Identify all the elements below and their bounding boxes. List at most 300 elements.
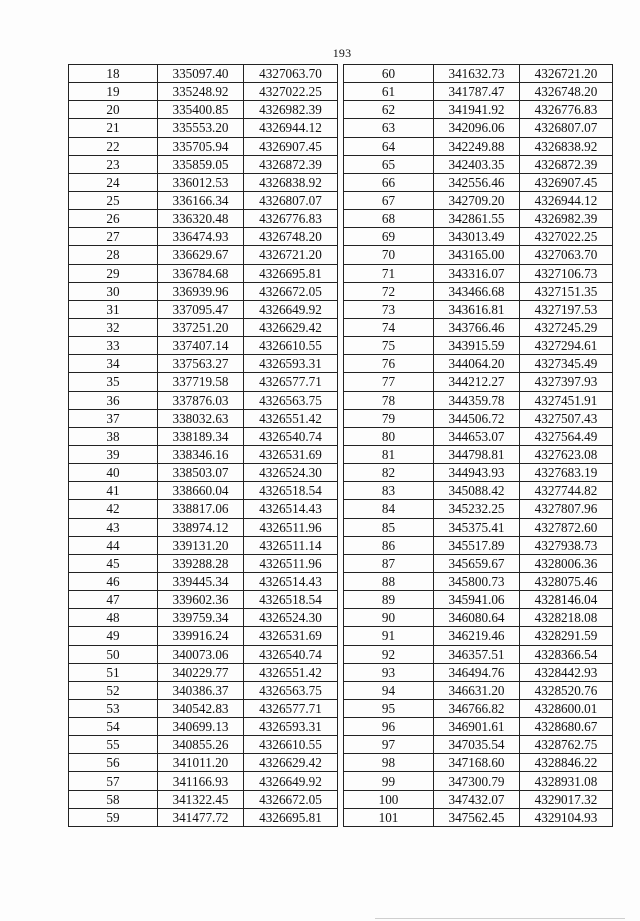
x-coordinate-cell: 336320.48	[158, 210, 244, 228]
x-coordinate-cell: 346901.61	[434, 718, 520, 736]
y-coordinate-cell: 4326593.31	[244, 718, 338, 736]
table-row	[69, 246, 338, 264]
x-coordinate-cell: 346080.64	[434, 609, 520, 627]
y-coordinate-cell: 4328006.36	[520, 554, 613, 572]
x-coordinate-cell: 343766.46	[434, 318, 520, 336]
table-row	[344, 373, 613, 391]
x-coordinate-cell: 335400.85	[158, 101, 244, 119]
table-row	[69, 627, 338, 645]
y-coordinate-cell: 4326907.45	[520, 173, 613, 191]
table-row	[344, 83, 613, 101]
table-row	[344, 500, 613, 518]
table-row	[69, 445, 338, 463]
point-number-cell: 95	[344, 699, 434, 717]
y-coordinate-cell: 4326807.07	[520, 119, 613, 137]
x-coordinate-cell: 346631.20	[434, 681, 520, 699]
table-row	[69, 391, 338, 409]
table-row	[344, 300, 613, 318]
x-coordinate-cell: 339288.28	[158, 554, 244, 572]
x-coordinate-cell: 344506.72	[434, 409, 520, 427]
y-coordinate-cell: 4326807.07	[244, 191, 338, 209]
point-number-cell: 24	[69, 173, 158, 191]
x-coordinate-cell: 347035.54	[434, 736, 520, 754]
y-coordinate-cell: 4326524.30	[244, 464, 338, 482]
table-row	[69, 210, 338, 228]
x-coordinate-cell: 346494.76	[434, 663, 520, 681]
x-coordinate-cell: 344359.78	[434, 391, 520, 409]
table-row	[69, 609, 338, 627]
table-row	[69, 373, 338, 391]
y-coordinate-cell: 4326593.31	[244, 355, 338, 373]
y-coordinate-cell: 4328218.08	[520, 609, 613, 627]
point-number-cell: 93	[344, 663, 434, 681]
y-coordinate-cell: 4328075.46	[520, 572, 613, 590]
x-coordinate-cell: 340699.13	[158, 718, 244, 736]
x-coordinate-cell: 338817.06	[158, 500, 244, 518]
point-number-cell: 67	[344, 191, 434, 209]
x-coordinate-cell: 338032.63	[158, 409, 244, 427]
y-coordinate-cell: 4326551.42	[244, 409, 338, 427]
point-number-cell: 32	[69, 318, 158, 336]
point-number-cell: 44	[69, 536, 158, 554]
point-number-cell: 87	[344, 554, 434, 572]
x-coordinate-cell: 337876.03	[158, 391, 244, 409]
table-row	[344, 355, 613, 373]
x-coordinate-cell: 340855.26	[158, 736, 244, 754]
table-row	[344, 119, 613, 137]
x-coordinate-cell: 336784.68	[158, 264, 244, 282]
point-number-cell: 56	[69, 754, 158, 772]
table-row	[344, 282, 613, 300]
table-row	[69, 101, 338, 119]
table-row	[69, 482, 338, 500]
point-number-cell: 71	[344, 264, 434, 282]
x-coordinate-cell: 347300.79	[434, 772, 520, 790]
x-coordinate-cell: 339602.36	[158, 591, 244, 609]
point-number-cell: 43	[69, 518, 158, 536]
table-row	[344, 246, 613, 264]
table-row	[344, 663, 613, 681]
y-coordinate-cell: 4327872.60	[520, 518, 613, 536]
point-number-cell: 60	[344, 65, 434, 83]
table-row	[344, 754, 613, 772]
point-number-cell: 23	[69, 155, 158, 173]
point-number-cell: 21	[69, 119, 158, 137]
y-coordinate-cell: 4326629.42	[244, 318, 338, 336]
point-number-cell: 57	[69, 772, 158, 790]
x-coordinate-cell: 343466.68	[434, 282, 520, 300]
point-number-cell: 75	[344, 337, 434, 355]
y-coordinate-cell: 4326982.39	[520, 210, 613, 228]
point-number-cell: 63	[344, 119, 434, 137]
point-number-cell: 22	[69, 137, 158, 155]
x-coordinate-cell: 345517.89	[434, 536, 520, 554]
x-coordinate-cell: 341632.73	[434, 65, 520, 83]
table-row	[69, 500, 338, 518]
point-number-cell: 46	[69, 572, 158, 590]
point-number-cell: 78	[344, 391, 434, 409]
table-row	[344, 482, 613, 500]
point-number-cell: 38	[69, 427, 158, 445]
y-coordinate-cell: 4327106.73	[520, 264, 613, 282]
y-coordinate-cell: 4327451.91	[520, 391, 613, 409]
x-coordinate-cell: 341166.93	[158, 772, 244, 790]
table-row	[69, 772, 338, 790]
y-coordinate-cell: 4326872.39	[520, 155, 613, 173]
y-coordinate-cell: 4326511.96	[244, 554, 338, 572]
x-coordinate-cell: 339445.34	[158, 572, 244, 590]
x-coordinate-cell: 345088.42	[434, 482, 520, 500]
y-coordinate-cell: 4326531.69	[244, 627, 338, 645]
y-coordinate-cell: 4326838.92	[244, 173, 338, 191]
point-number-cell: 68	[344, 210, 434, 228]
y-coordinate-cell: 4326540.74	[244, 645, 338, 663]
point-number-cell: 59	[69, 808, 158, 826]
table-row	[344, 337, 613, 355]
x-coordinate-cell: 337719.58	[158, 373, 244, 391]
point-number-cell: 99	[344, 772, 434, 790]
point-number-cell: 37	[69, 409, 158, 427]
point-number-cell: 65	[344, 155, 434, 173]
table-row	[69, 137, 338, 155]
point-number-cell: 54	[69, 718, 158, 736]
y-coordinate-cell: 4328291.59	[520, 627, 613, 645]
y-coordinate-cell: 4326524.30	[244, 609, 338, 627]
table-row	[344, 409, 613, 427]
table-row	[344, 609, 613, 627]
y-coordinate-cell: 4327397.93	[520, 373, 613, 391]
table-row	[344, 790, 613, 808]
x-coordinate-cell: 346219.46	[434, 627, 520, 645]
x-coordinate-cell: 342861.55	[434, 210, 520, 228]
y-coordinate-cell: 4328846.22	[520, 754, 613, 772]
point-number-cell: 66	[344, 173, 434, 191]
point-number-cell: 84	[344, 500, 434, 518]
table-row	[69, 155, 338, 173]
x-coordinate-cell: 346766.82	[434, 699, 520, 717]
table-row	[69, 536, 338, 554]
table-row	[69, 264, 338, 282]
x-coordinate-cell: 343165.00	[434, 246, 520, 264]
y-coordinate-cell: 4326721.20	[244, 246, 338, 264]
table-row	[344, 808, 613, 826]
y-coordinate-cell: 4326982.39	[244, 101, 338, 119]
y-coordinate-cell: 4326514.43	[244, 572, 338, 590]
x-coordinate-cell: 336012.53	[158, 173, 244, 191]
point-number-cell: 31	[69, 300, 158, 318]
table-row	[344, 391, 613, 409]
y-coordinate-cell: 4326551.42	[244, 663, 338, 681]
y-coordinate-cell: 4326531.69	[244, 445, 338, 463]
table-row	[344, 645, 613, 663]
x-coordinate-cell: 346357.51	[434, 645, 520, 663]
x-coordinate-cell: 345375.41	[434, 518, 520, 536]
x-coordinate-cell: 340542.83	[158, 699, 244, 717]
x-coordinate-cell: 335097.40	[158, 65, 244, 83]
point-number-cell: 83	[344, 482, 434, 500]
point-number-cell: 47	[69, 591, 158, 609]
point-number-cell: 52	[69, 681, 158, 699]
x-coordinate-cell: 338974.12	[158, 518, 244, 536]
point-number-cell: 34	[69, 355, 158, 373]
coordinates-table-left	[68, 64, 338, 827]
x-coordinate-cell: 340073.06	[158, 645, 244, 663]
x-coordinate-cell: 347432.07	[434, 790, 520, 808]
y-coordinate-cell: 4326577.71	[244, 373, 338, 391]
table-row	[344, 173, 613, 191]
y-coordinate-cell: 4326748.20	[244, 228, 338, 246]
y-coordinate-cell: 4326514.43	[244, 500, 338, 518]
point-number-cell: 48	[69, 609, 158, 627]
y-coordinate-cell: 4326518.54	[244, 482, 338, 500]
x-coordinate-cell: 338503.07	[158, 464, 244, 482]
page-edge-line	[375, 918, 625, 919]
y-coordinate-cell: 4327294.61	[520, 337, 613, 355]
y-coordinate-cell: 4326944.12	[520, 191, 613, 209]
y-coordinate-cell: 4326540.74	[244, 427, 338, 445]
point-number-cell: 94	[344, 681, 434, 699]
x-coordinate-cell: 336474.93	[158, 228, 244, 246]
point-number-cell: 25	[69, 191, 158, 209]
point-number-cell: 97	[344, 736, 434, 754]
x-coordinate-cell: 344943.93	[434, 464, 520, 482]
y-coordinate-cell: 4326838.92	[520, 137, 613, 155]
x-coordinate-cell: 342403.35	[434, 155, 520, 173]
table-row	[69, 790, 338, 808]
y-coordinate-cell: 4326944.12	[244, 119, 338, 137]
y-coordinate-cell: 4326518.54	[244, 591, 338, 609]
y-coordinate-cell: 4326672.05	[244, 282, 338, 300]
point-number-cell: 82	[344, 464, 434, 482]
y-coordinate-cell: 4326610.55	[244, 736, 338, 754]
table-row	[69, 554, 338, 572]
point-number-cell: 28	[69, 246, 158, 264]
y-coordinate-cell: 4329104.93	[520, 808, 613, 826]
y-coordinate-cell: 4326511.96	[244, 518, 338, 536]
point-number-cell: 20	[69, 101, 158, 119]
table-row	[344, 137, 613, 155]
table-row	[69, 228, 338, 246]
y-coordinate-cell: 4327623.08	[520, 445, 613, 463]
y-coordinate-cell: 4326672.05	[244, 790, 338, 808]
x-coordinate-cell: 335248.92	[158, 83, 244, 101]
table-row	[69, 300, 338, 318]
table-row	[69, 754, 338, 772]
y-coordinate-cell: 4327197.53	[520, 300, 613, 318]
x-coordinate-cell: 345941.06	[434, 591, 520, 609]
y-coordinate-cell: 4327507.43	[520, 409, 613, 427]
x-coordinate-cell: 336166.34	[158, 191, 244, 209]
y-coordinate-cell: 4328680.67	[520, 718, 613, 736]
table-row	[344, 228, 613, 246]
point-number-cell: 98	[344, 754, 434, 772]
point-number-cell: 88	[344, 572, 434, 590]
table-row	[69, 645, 338, 663]
page-number: 193	[332, 46, 352, 60]
point-number-cell: 92	[344, 645, 434, 663]
point-number-cell: 45	[69, 554, 158, 572]
table-row	[344, 681, 613, 699]
table-row	[344, 464, 613, 482]
table-row	[344, 536, 613, 554]
point-number-cell: 101	[344, 808, 434, 826]
point-number-cell: 61	[344, 83, 434, 101]
x-coordinate-cell: 339131.20	[158, 536, 244, 554]
y-coordinate-cell: 4327345.49	[520, 355, 613, 373]
y-coordinate-cell: 4328762.75	[520, 736, 613, 754]
x-coordinate-cell: 337563.27	[158, 355, 244, 373]
point-number-cell: 81	[344, 445, 434, 463]
y-coordinate-cell: 4326907.45	[244, 137, 338, 155]
table-row	[69, 718, 338, 736]
table-row	[344, 210, 613, 228]
x-coordinate-cell: 341941.92	[434, 101, 520, 119]
x-coordinate-cell: 336629.67	[158, 246, 244, 264]
point-number-cell: 77	[344, 373, 434, 391]
point-number-cell: 64	[344, 137, 434, 155]
point-number-cell: 18	[69, 65, 158, 83]
x-coordinate-cell: 337251.20	[158, 318, 244, 336]
point-number-cell: 49	[69, 627, 158, 645]
table-row	[344, 318, 613, 336]
table-row	[344, 554, 613, 572]
y-coordinate-cell: 4328931.08	[520, 772, 613, 790]
table-row	[69, 681, 338, 699]
point-number-cell: 33	[69, 337, 158, 355]
y-coordinate-cell: 4326649.92	[244, 300, 338, 318]
y-coordinate-cell: 4326563.75	[244, 391, 338, 409]
point-number-cell: 58	[69, 790, 158, 808]
x-coordinate-cell: 339759.34	[158, 609, 244, 627]
y-coordinate-cell: 4326748.20	[520, 83, 613, 101]
x-coordinate-cell: 335553.20	[158, 119, 244, 137]
y-coordinate-cell: 4326872.39	[244, 155, 338, 173]
x-coordinate-cell: 336939.96	[158, 282, 244, 300]
point-number-cell: 40	[69, 464, 158, 482]
x-coordinate-cell: 340386.37	[158, 681, 244, 699]
point-number-cell: 72	[344, 282, 434, 300]
table-row	[69, 572, 338, 590]
point-number-cell: 70	[344, 246, 434, 264]
table-row	[69, 591, 338, 609]
x-coordinate-cell: 338346.16	[158, 445, 244, 463]
table-row	[344, 101, 613, 119]
table-row	[69, 427, 338, 445]
y-coordinate-cell: 4327938.73	[520, 536, 613, 554]
y-coordinate-cell: 4327744.82	[520, 482, 613, 500]
y-coordinate-cell: 4326695.81	[244, 808, 338, 826]
table-row	[69, 337, 338, 355]
y-coordinate-cell: 4326563.75	[244, 681, 338, 699]
x-coordinate-cell: 345659.67	[434, 554, 520, 572]
table-row	[69, 318, 338, 336]
point-number-cell: 100	[344, 790, 434, 808]
x-coordinate-cell: 343915.59	[434, 337, 520, 355]
table-row	[344, 427, 613, 445]
point-number-cell: 42	[69, 500, 158, 518]
point-number-cell: 86	[344, 536, 434, 554]
point-number-cell: 36	[69, 391, 158, 409]
point-number-cell: 76	[344, 355, 434, 373]
point-number-cell: 35	[69, 373, 158, 391]
table-row	[69, 518, 338, 536]
table-row	[69, 65, 338, 83]
y-coordinate-cell: 4326776.83	[244, 210, 338, 228]
table-row	[344, 699, 613, 717]
x-coordinate-cell: 342249.88	[434, 137, 520, 155]
point-number-cell: 39	[69, 445, 158, 463]
y-coordinate-cell: 4326511.14	[244, 536, 338, 554]
y-coordinate-cell: 4327564.49	[520, 427, 613, 445]
x-coordinate-cell: 343616.81	[434, 300, 520, 318]
x-coordinate-cell: 347168.60	[434, 754, 520, 772]
table-row	[344, 772, 613, 790]
y-coordinate-cell: 4326695.81	[244, 264, 338, 282]
point-number-cell: 80	[344, 427, 434, 445]
x-coordinate-cell: 347562.45	[434, 808, 520, 826]
x-coordinate-cell: 335859.05	[158, 155, 244, 173]
point-number-cell: 73	[344, 300, 434, 318]
x-coordinate-cell: 341787.47	[434, 83, 520, 101]
table-row	[69, 409, 338, 427]
x-coordinate-cell: 343316.07	[434, 264, 520, 282]
table-row	[69, 663, 338, 681]
y-coordinate-cell: 4327245.29	[520, 318, 613, 336]
point-number-cell: 30	[69, 282, 158, 300]
point-number-cell: 62	[344, 101, 434, 119]
table-row	[344, 627, 613, 645]
point-number-cell: 96	[344, 718, 434, 736]
point-number-cell: 41	[69, 482, 158, 500]
table-row	[69, 355, 338, 373]
table-row	[344, 518, 613, 536]
x-coordinate-cell: 338189.34	[158, 427, 244, 445]
table-row	[69, 736, 338, 754]
x-coordinate-cell: 345232.25	[434, 500, 520, 518]
table-row	[344, 572, 613, 590]
x-coordinate-cell: 340229.77	[158, 663, 244, 681]
table-row	[344, 264, 613, 282]
y-coordinate-cell: 4329017.32	[520, 790, 613, 808]
coordinates-table-right	[343, 64, 613, 827]
table-row	[69, 173, 338, 191]
y-coordinate-cell: 4328366.54	[520, 645, 613, 663]
point-number-cell: 90	[344, 609, 434, 627]
y-coordinate-cell: 4327063.70	[520, 246, 613, 264]
point-number-cell: 55	[69, 736, 158, 754]
y-coordinate-cell: 4327151.35	[520, 282, 613, 300]
table-row	[69, 191, 338, 209]
x-coordinate-cell: 335705.94	[158, 137, 244, 155]
x-coordinate-cell: 344064.20	[434, 355, 520, 373]
table-row	[344, 736, 613, 754]
table-row	[344, 445, 613, 463]
point-number-cell: 89	[344, 591, 434, 609]
table-row	[69, 808, 338, 826]
x-coordinate-cell: 343013.49	[434, 228, 520, 246]
y-coordinate-cell: 4326610.55	[244, 337, 338, 355]
x-coordinate-cell: 341011.20	[158, 754, 244, 772]
table-row	[344, 65, 613, 83]
y-coordinate-cell: 4327022.25	[244, 83, 338, 101]
point-number-cell: 91	[344, 627, 434, 645]
x-coordinate-cell: 339916.24	[158, 627, 244, 645]
point-number-cell: 79	[344, 409, 434, 427]
point-number-cell: 74	[344, 318, 434, 336]
table-row	[344, 591, 613, 609]
point-number-cell: 27	[69, 228, 158, 246]
y-coordinate-cell: 4326721.20	[520, 65, 613, 83]
